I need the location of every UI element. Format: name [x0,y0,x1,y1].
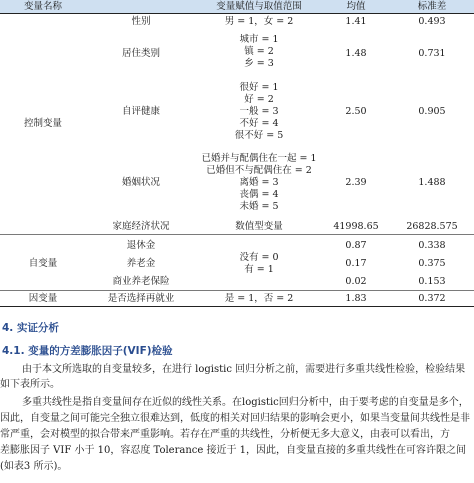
coding-marital-5: 未婚 = 5 [239,201,279,212]
sd-residence: 0.731 [418,48,446,59]
section-title: 4. 实证分析 [2,322,59,334]
sd-gender: 0.493 [418,16,446,27]
col-header-sd: 标准差 [417,1,447,12]
mean-gender: 1.41 [345,16,367,27]
mean-reemployment: 1.83 [345,293,367,304]
col-header-coding: 变量赋值与取值范围 [216,1,302,12]
var-commercial-insurance: 商业养老保险 [112,276,170,287]
mean-residence: 1.48 [345,48,367,59]
paragraph-line-2: 如下表所示。 [0,379,60,390]
sd-commercial-insurance: 0.153 [418,276,446,287]
table-bottom-rule [0,306,474,307]
coding-health-2: 好 = 2 [244,94,274,105]
var-gender: 性别 [131,16,151,27]
coding-independent-1: 有 = 1 [244,264,274,275]
subsection-title: 4.1. 变量的方差膨胀因子(VIF)检验 [2,345,173,357]
coding-independent-0: 没有 = 0 [239,252,279,263]
mean-marital: 2.39 [345,177,367,188]
var-residence: 居住类别 [121,48,160,59]
coding-gender: 男 = 1，女 = 2 [224,16,294,27]
coding-residence-3: 乡 = 3 [244,58,274,69]
group-rule-2 [0,290,474,291]
coding-health-5: 很不好 = 5 [234,130,284,141]
coding-residence-1: 城市 = 1 [239,34,279,45]
coding-economy: 数值型变量 [235,221,283,232]
var-reemployment: 是否选择再就业 [107,293,175,304]
sd-health: 0.905 [418,106,446,117]
coding-health-3: 一般 = 3 [239,106,279,117]
header-rule [0,13,474,14]
coding-reemployment: 是 = 1，否 = 2 [224,293,294,304]
coding-health-1: 很好 = 1 [239,82,279,93]
paragraph-line-3: 多重共线性是指自变量间存在近似的线性关系。在logistic回归分析中，由于要考虑的自变量是多个， [22,397,469,408]
var-economy: 家庭经济状况 [112,221,170,232]
coding-residence-2: 镇 = 2 [244,46,274,57]
paragraph-line-7: (如表3 所示)。 [0,461,68,472]
mean-commercial-insurance: 0.02 [345,276,367,287]
sd-marital: 1.488 [418,177,446,188]
coding-marital-4: 丧偶 = 4 [239,189,279,200]
mean-economy: 41998.65 [333,221,379,232]
sd-reemployment: 0.372 [418,293,446,304]
group-label-independent: 自变量 [28,258,58,269]
mean-health: 2.50 [345,106,367,117]
paragraph-line-5: 常严重，会对模型的拟合带来严重影响。若存在严重的共线性，分析便无多大意义，由表可以看出，方 [0,429,450,440]
mean-pension: 0.87 [345,240,367,251]
coding-health-4: 不好 = 4 [239,118,279,129]
group-label-dependent: 因变量 [28,293,58,304]
sd-pension: 0.338 [418,240,446,251]
mean-old-age-insurance: 0.17 [345,258,367,269]
paragraph-line-4: 因此，自变量之间可能完全独立很难达到，低度的相关对回归结果的影响会更小，如果当变量间共线性是非 [0,413,470,424]
coding-marital-1: 已婚并与配偶住在一起 = 1 [201,153,317,164]
var-pension: 退休金 [126,240,156,251]
group-label-control: 控制变量 [23,118,62,129]
paragraph-line-1: 由于本文所选取的自变量较多，在进行 logistic 回归分析之前，需要进行多重共线性检验，检验结果 [22,364,466,375]
sd-old-age-insurance: 0.375 [418,258,446,269]
coding-marital-2: 已婚但不与配偶住在 = 2 [206,165,312,176]
var-health: 自评健康 [121,106,160,117]
col-header-mean: 均值 [346,1,366,12]
var-marital: 婚姻状况 [121,177,160,188]
paragraph-line-6: 差膨胀因子 VIF 小于 10，容忍度 Tolerance 接近于 1，因此，自变量直接的多重共线性在可容许限之间 [0,445,467,456]
sd-economy: 26828.575 [406,221,458,232]
var-old-age-insurance: 养老金 [126,258,156,269]
col-header-variable: 变量名称 [23,1,62,12]
coding-marital-3: 离婚 = 3 [239,177,279,188]
group-rule-1 [0,234,474,235]
